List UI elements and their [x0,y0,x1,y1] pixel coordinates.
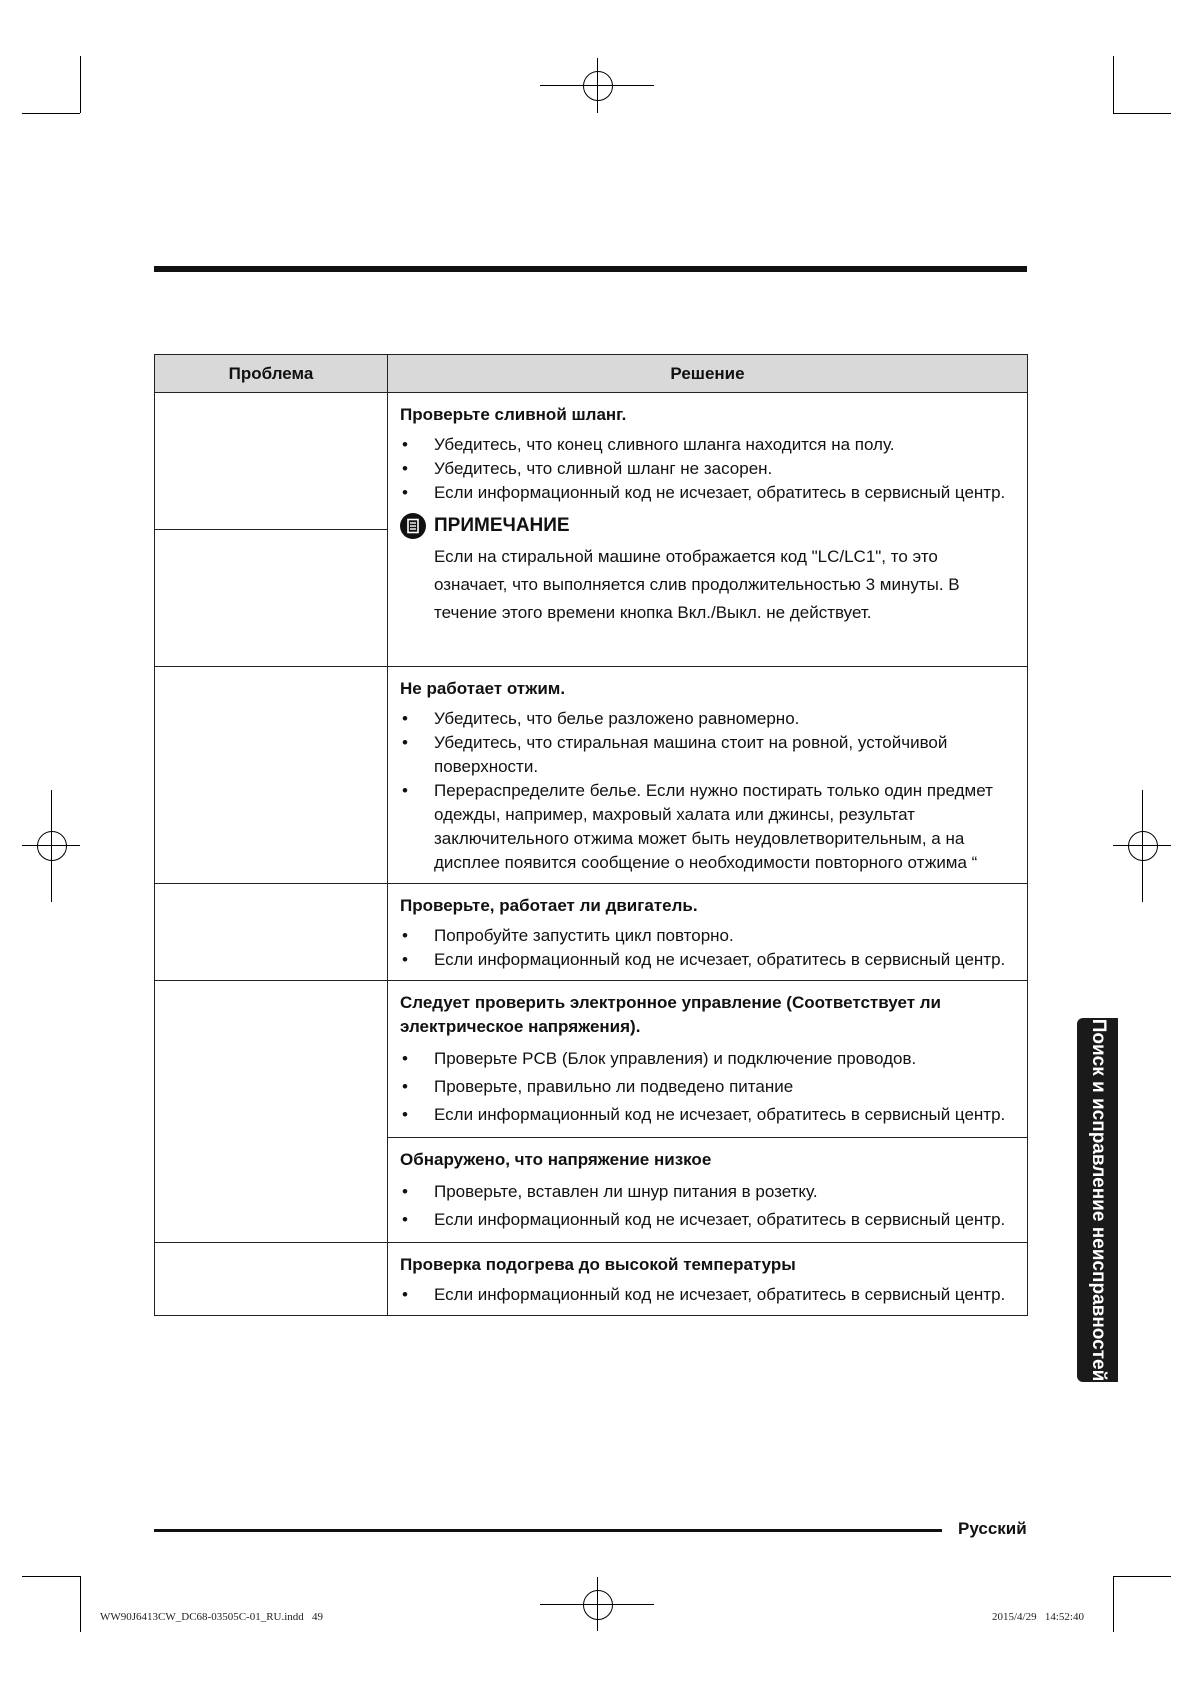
list-item: • Если информационный код не исчезает, обратитесь в сервисный центр. [400,948,1015,972]
solution-cell [388,1243,1028,1316]
list-item: • Проверьте, вставлен ли шнур питания в розетку. [400,1178,1015,1206]
table-row [155,667,1028,884]
list-item: • Убедитесь, что сливной шланг не засорен. [400,457,1015,481]
problem-cell [155,1243,388,1316]
bullet-list [400,1045,1015,1129]
note-header [400,513,1015,539]
list-item: • Если информационный код не исчезает, обратитесь в сервисный центр. [400,481,1015,505]
bullet-list [400,1283,1015,1307]
table-header-row [155,355,1028,393]
registration-circle [583,71,613,101]
solution-title: Не работает отжим. [400,679,566,698]
solution-title: Проверка подогрева до высокой температуры [400,1255,796,1274]
list-item: • Перераспределите белье. Если нужно постирать только один предмет одежды, например, махровый халата или джинсы, результат заключительного отжима может быть неудовлетворительным, а на дисплее появится сообщение о необходимости повторного отжима “ [400,779,1015,875]
solution-cell [388,1138,1028,1243]
crop-mark [80,1576,81,1632]
list-item: • Убедитесь, что конец сливного шланга находится на полу. [400,433,1015,457]
solution-title: Обнаружено, что напряжение низкое [400,1150,712,1169]
list-item: • Проверьте PCB (Блок управления) и подключение проводов. [400,1045,1015,1073]
list-item: • Если информационный код не исчезает, обратитесь в сервисный центр. [400,1101,1015,1129]
solution-cell [388,393,1028,667]
bullet-list [400,924,1015,972]
solution-title: Следует проверить электронное управление (Соответствует ли электрическое напряжения). [400,993,942,1036]
table-row [155,393,1028,530]
list-item: • Если информационный код не исчезает, обратитесь в сервисный центр. [400,1206,1015,1234]
bullet-list [400,433,1015,505]
problem-cell [155,981,388,1243]
header-solution: Решение [388,355,1028,393]
print-slug-timestamp: 2015/4/29 14:52:40 [992,1611,1084,1623]
section-side-tab [1077,1018,1118,1382]
registration-circle [1128,831,1158,861]
list-item: • Если информационный код не исчезает, обратитесь в сервисный центр. [400,1283,1015,1307]
crop-mark [1113,1576,1171,1577]
solution-cell [388,667,1028,884]
header-problem: Проблема [155,355,388,393]
solution-cell [388,884,1028,981]
side-tab-label: Поиск и исправление неисправностей [1087,1018,1109,1382]
list-item: • Убедитесь, что белье разложено равномерно. [400,707,1015,731]
registration-circle [37,831,67,861]
list-item: • Убедитесь, что стиральная машина стоит на ровной, устойчивой поверхности. [400,731,1015,779]
footer-rule [154,1529,942,1532]
table-row [155,884,1028,981]
section-top-rule [154,266,1027,272]
note-text: Если на стиральной машине отображается код "LC/LC1", то это означает, что выполняется слив продолжительностью 3 минуты. В течение этого времени кнопка Вкл./Выкл. не действует. [434,547,960,622]
problem-cell [155,530,388,667]
list-item: • Проверьте, правильно ли подведено питание [400,1073,1015,1101]
solution-cell [388,981,1028,1138]
troubleshooting-table [154,354,1028,1316]
crop-mark [1113,113,1171,114]
bullet-list [400,707,1015,875]
problem-cell [155,884,388,981]
problem-cell [155,393,388,530]
crop-mark [1113,56,1114,113]
table-row [155,981,1028,1138]
problem-cell [155,667,388,884]
table-row [155,1243,1028,1316]
list-item: • Попробуйте запустить цикл повторно. [400,924,1015,948]
bullet-list [400,1178,1015,1234]
crop-mark [22,113,80,114]
note-label: ПРИМЕЧАНИЕ [434,515,570,536]
solution-title: Проверьте сливной шланг. [400,405,627,424]
crop-mark [22,1576,80,1577]
note-icon [400,513,426,539]
registration-circle [583,1590,613,1620]
print-slug-filename: WW90J6413CW_DC68-03505C-01_RU.indd 49 [100,1611,324,1623]
solution-title: Проверьте, работает ли двигатель. [400,896,698,915]
footer-language: Русский [958,1519,1027,1538]
crop-mark [80,56,81,113]
crop-mark [1113,1576,1114,1632]
